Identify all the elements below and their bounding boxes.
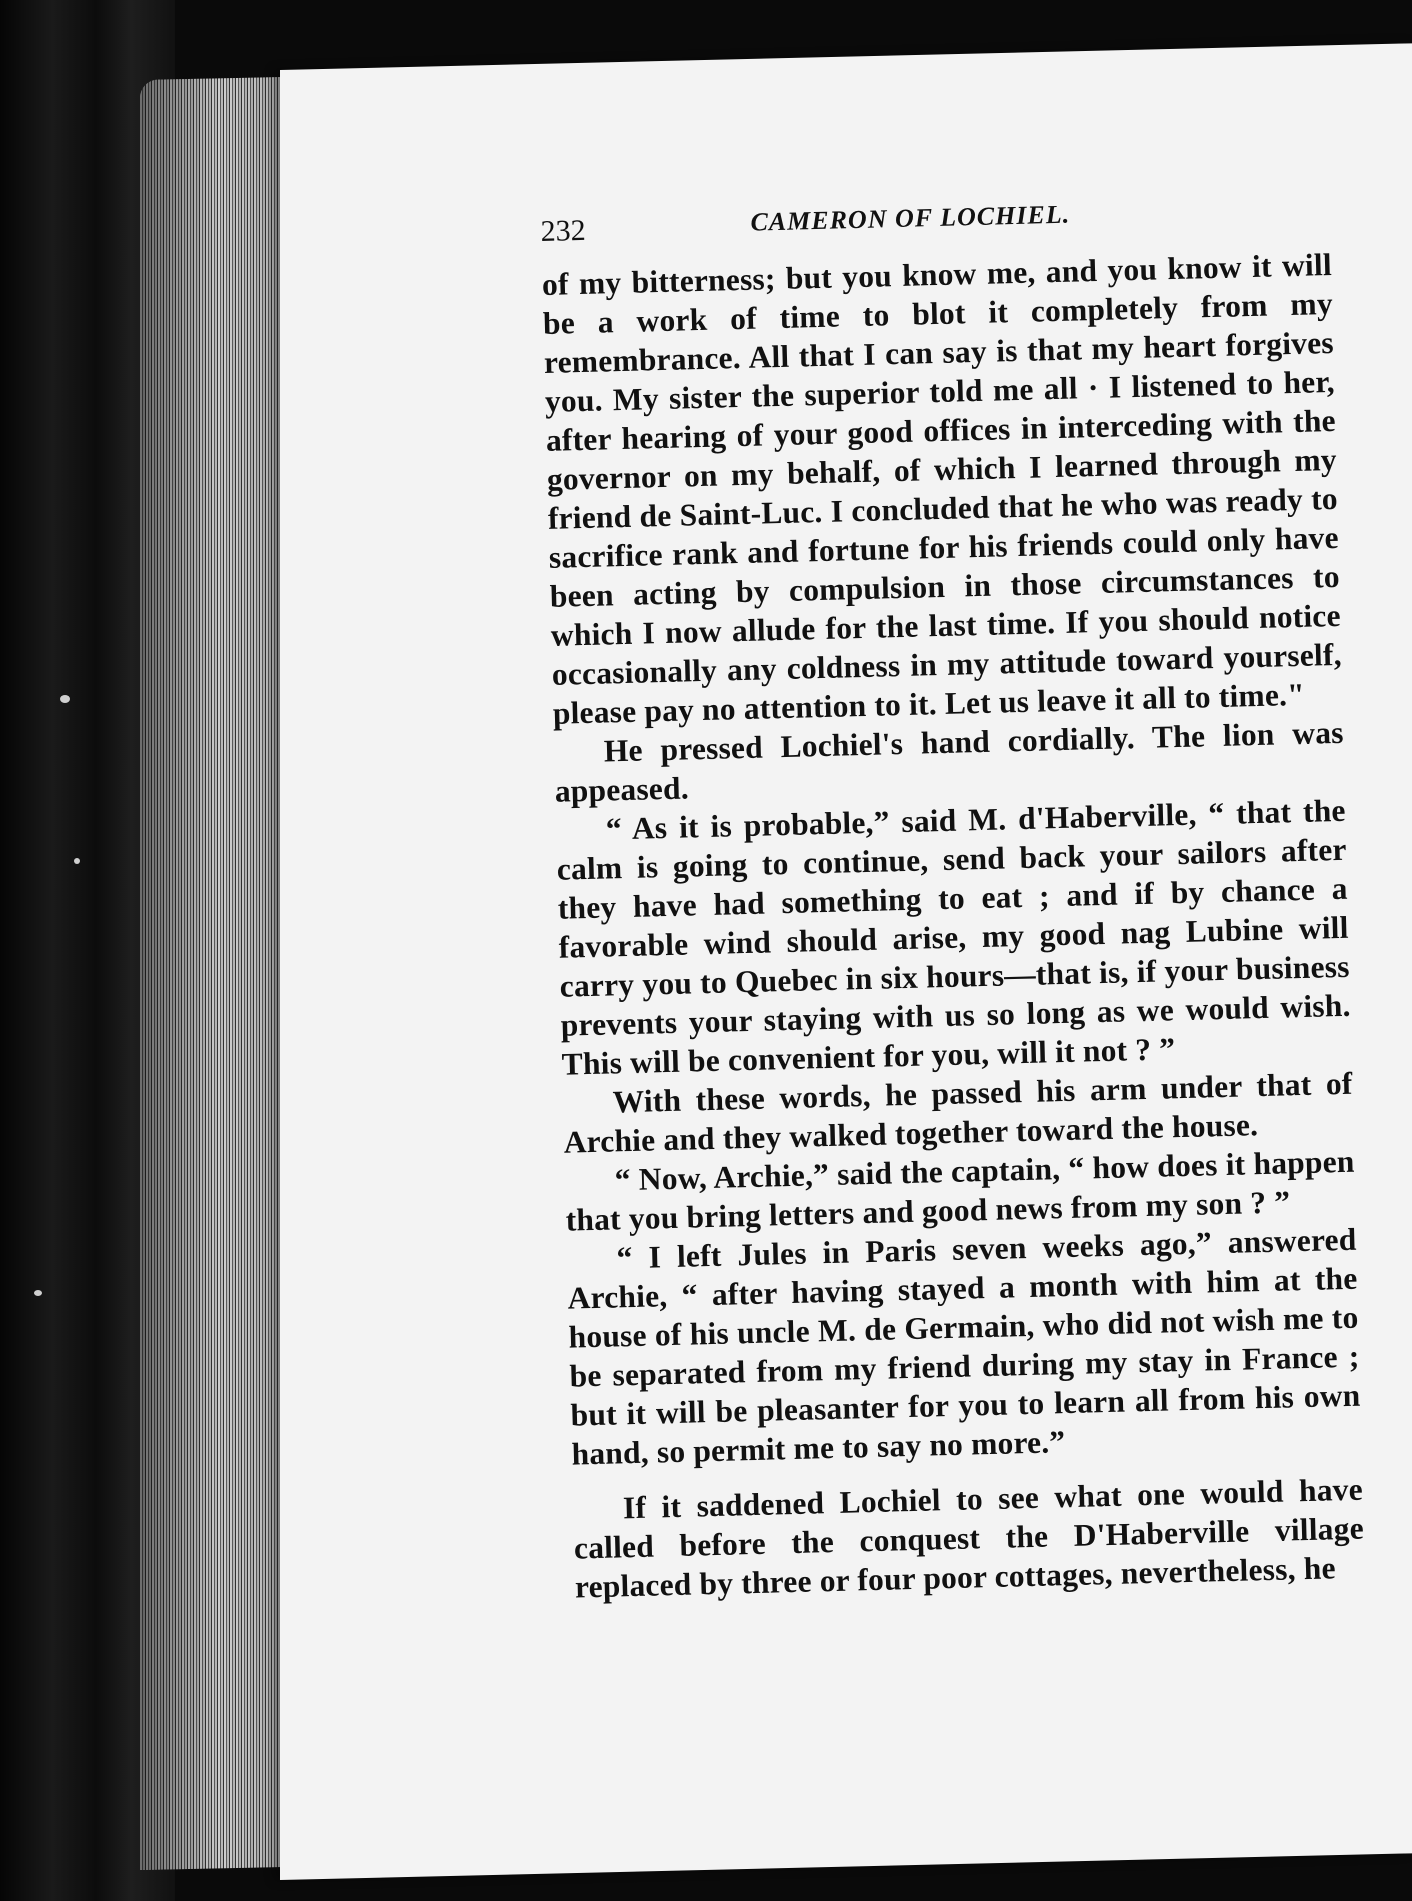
page-number: 232 [540,213,587,248]
paragraph: With these words, he passed his arm under that of Archie and they walked together toward the house. [563,1065,1353,1160]
paragraph: If it saddened Lochiel to see what one would have called before the conquest the D'Haberville village replaced by three or four poor cottages, nevertheless, he [573,1471,1365,1605]
dust-speck [74,858,80,864]
dust-speck [60,695,70,703]
paragraph: “ I left Jules in Paris seven weeks ago,” answered Archie, “ after having stayed a month with him at the house of his uncle M. de Germain, who did not wish me to be separated from my friend during my stay in France ; but it will be pleasanter for you to learn all from his own hand, so permit me to say no more.” [567,1221,1361,1472]
paragraph: of my bitterness; but you know me, and you know it will be a work of time to blot it completely from my remembrance. All that I can say is that my heart forgives you. My sister the superior told me all · I listened to her, after hearing of your good offices in interceding with the governor on my behalf, of which I learned through my friend de Saint-Luc. I concluded that he who was ready to sacrifice rank and fortune for his friends could only have been acting by compulsion in those circumstances to which I now allude for the last time. If you should notice occasionally any coldness in my attitude toward yourself, please pay no attention to it. Let us leave it all to time." [541,246,1343,731]
paragraph: “ As it is probable,” said M. d'Haberville, “ that the calm is going to continue, send back your sailors after they have had something to eat ; and if by chance a favorable wind should arise, my good nag Lubine will carry you to Quebec in six hours—that is, if your business prevents your staying with us so long as we would wish. This will be convenient for you, will it not ? ” [556,792,1351,1082]
paragraph: “ Now, Archie,” said the captain, “ how does it happen that you bring letters and good news from my son ? ” [565,1143,1355,1238]
dust-speck [34,1290,42,1296]
running-head: CAMERON OF LOCHIEL. [750,199,1071,237]
paragraph: He pressed Lochiel's hand cordially. The lion was appeased. [554,714,1345,809]
page-text [540,185,1365,1607]
